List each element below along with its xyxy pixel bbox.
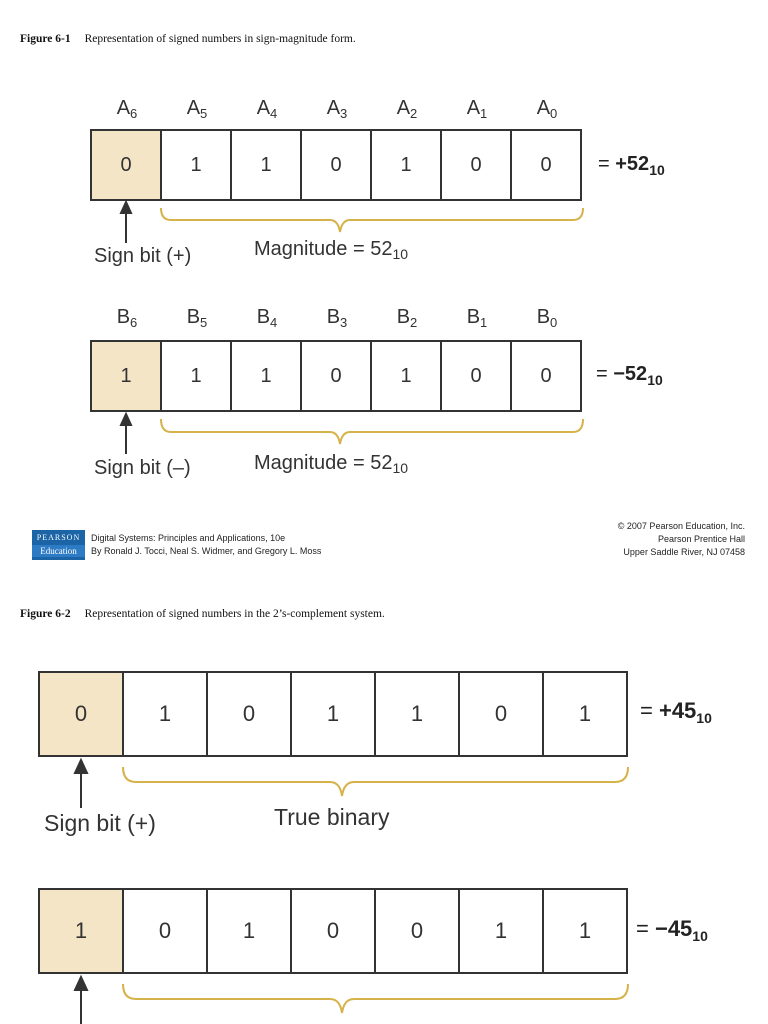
- bit-label-b3: $B_3$: [326, 306, 348, 330]
- bit-label-a5: $A_5$: [186, 97, 208, 121]
- bit-cell: 0: [510, 340, 582, 412]
- bit-cell: 0: [440, 340, 512, 412]
- bit-cell: 0: [510, 129, 582, 201]
- row-positive-value: = $+45_{10}$: [640, 698, 712, 726]
- bit-cell-sign: 0: [90, 129, 162, 201]
- bit-cell: 0: [300, 340, 372, 412]
- bit-label-a2: $A_2$: [396, 97, 418, 121]
- bit-label-b6: $B_6$: [116, 306, 138, 330]
- row-b-magnitude-label: Magnitude = $52_{10}$: [254, 452, 409, 476]
- bit-label-a0: $A_0$: [536, 97, 558, 121]
- bit-cell: 1: [374, 671, 460, 757]
- bit-cell: 0: [206, 671, 292, 757]
- row-a-value: = $+52_{10}$: [598, 153, 665, 178]
- complement-brace: [123, 984, 628, 1013]
- book-authors: By Ronald J. Tocci, Neal S. Widmer, and Gregory L. Moss: [91, 546, 322, 556]
- bit-cell: 1: [290, 671, 376, 757]
- figure-6-2-caption-text: Representation of signed numbers in the 2’s-complement system.: [84, 608, 385, 620]
- bit-cell-sign: 1: [90, 340, 162, 412]
- bit-cell: 0: [122, 888, 208, 974]
- bit-cell-sign: 1: [38, 888, 124, 974]
- figure-6-1-number: Figure 6-1: [20, 33, 71, 45]
- true-binary-brace: [123, 767, 628, 796]
- bit-cell: 0: [290, 888, 376, 974]
- bit-cell: 0: [300, 129, 372, 201]
- bit-cell: 1: [230, 129, 302, 201]
- bit-cell: 1: [458, 888, 544, 974]
- figure-6-2-number: Figure 6-2: [20, 608, 71, 620]
- bit-cell: 1: [160, 340, 232, 412]
- figure-6-1-caption-text: Representation of signed numbers in sign-magnitude form.: [84, 33, 356, 45]
- true-binary-label: True binary: [274, 804, 390, 830]
- sign-arrow-icon: [75, 977, 87, 1024]
- row-a-sign-label: Sign bit (+): [94, 245, 192, 267]
- bit-label-b4: $B_4$: [256, 306, 278, 330]
- row-b-value: = $-52_{10}$: [596, 363, 663, 388]
- location-text: Upper Saddle River, NJ 07458: [623, 547, 745, 557]
- bit-label-b0: $B_0$: [536, 306, 558, 330]
- book-title: Digital Systems: Principles and Applications, 10e: [91, 533, 286, 543]
- bit-cell: 0: [440, 129, 512, 201]
- publisher-text: Pearson Prentice Hall: [657, 534, 745, 544]
- bit-cell: 1: [370, 340, 442, 412]
- row-a-magnitude-label: Magnitude = $52_{10}$: [254, 238, 409, 262]
- bit-label-a4: $A_4$: [256, 97, 278, 121]
- bit-cell: 1: [230, 340, 302, 412]
- bit-cell: 1: [122, 671, 208, 757]
- logo-top-text: PEARSON: [36, 533, 81, 542]
- bit-cell: 1: [160, 129, 232, 201]
- bit-label-b1: $B_1$: [466, 306, 488, 330]
- sign-arrow-icon: [75, 760, 87, 808]
- row-negative-value: = $-45_{10}$: [636, 916, 708, 944]
- bit-label-b2: $B_2$: [396, 306, 418, 330]
- copyright-text: © 2007 Pearson Education, Inc.: [617, 521, 745, 531]
- bit-cell: 1: [370, 129, 442, 201]
- logo-bottom-text: Education: [32, 545, 85, 557]
- row-b-sign-label: Sign bit (–): [94, 457, 191, 479]
- bit-label-b5: $B_5$: [186, 306, 208, 330]
- bit-cell-sign: 0: [38, 671, 124, 757]
- bit-label-a3: $A_3$: [326, 97, 348, 121]
- bit-cell: 1: [542, 888, 628, 974]
- bit-label-a1: $A_1$: [466, 97, 488, 121]
- bit-cell: 0: [458, 671, 544, 757]
- bit-cell: 1: [542, 671, 628, 757]
- bit-label-a6: $A_6$: [116, 97, 138, 121]
- row-positive-sign-label: Sign bit (+): [44, 810, 156, 836]
- bit-cell: 1: [206, 888, 292, 974]
- bit-cell: 0: [374, 888, 460, 974]
